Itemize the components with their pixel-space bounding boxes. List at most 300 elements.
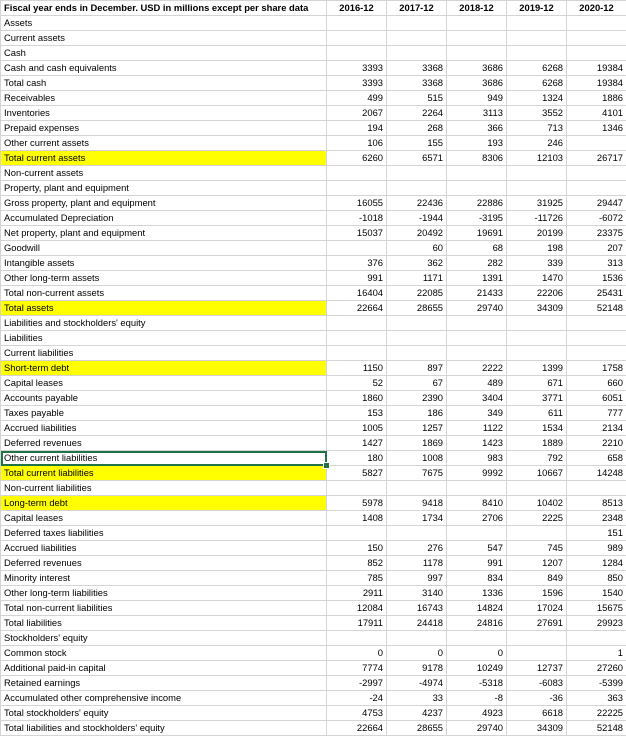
value-cell[interactable]: 4923 [447,706,507,721]
value-cell[interactable]: 339 [507,256,567,271]
row-label-cell[interactable]: Assets [1,16,327,31]
value-cell[interactable]: 60 [387,241,447,256]
value-cell[interactable]: 19384 [567,76,626,91]
row-label-cell[interactable]: Retained earnings [1,676,327,691]
fill-handle[interactable] [323,462,330,469]
value-cell[interactable] [507,646,567,661]
value-cell[interactable]: 3552 [507,106,567,121]
value-cell[interactable]: 10402 [507,496,567,511]
value-cell[interactable]: 28655 [387,721,447,736]
value-cell[interactable]: 17024 [507,601,567,616]
value-cell[interactable] [507,166,567,181]
value-cell[interactable]: 207 [567,241,626,256]
value-cell[interactable] [507,31,567,46]
row-label-cell[interactable]: Total assets [1,301,327,316]
row-label-cell[interactable]: Cash and cash equivalents [1,61,327,76]
value-cell[interactable]: 1860 [327,391,387,406]
value-cell[interactable]: 949 [447,91,507,106]
value-cell[interactable]: 1257 [387,421,447,436]
value-cell[interactable] [387,31,447,46]
value-cell[interactable] [387,346,447,361]
value-cell[interactable]: 52148 [567,721,626,736]
value-cell[interactable]: 3404 [447,391,507,406]
value-cell[interactable]: 15037 [327,226,387,241]
value-cell[interactable]: 2706 [447,511,507,526]
value-cell[interactable] [567,481,626,496]
value-cell[interactable]: 849 [507,571,567,586]
value-cell[interactable]: 28655 [387,301,447,316]
value-cell[interactable]: 9418 [387,496,447,511]
value-cell[interactable]: 6618 [507,706,567,721]
value-cell[interactable] [327,481,387,496]
value-cell[interactable]: 5827 [327,466,387,481]
value-cell[interactable]: 10667 [507,466,567,481]
value-cell[interactable] [447,631,507,646]
value-cell[interactable] [387,316,447,331]
value-cell[interactable]: 991 [447,556,507,571]
value-cell[interactable]: 194 [327,121,387,136]
row-label-cell[interactable]: Accrued liabilities [1,421,327,436]
value-cell[interactable]: -6083 [507,676,567,691]
value-cell[interactable] [327,331,387,346]
value-cell[interactable]: 1408 [327,511,387,526]
value-cell[interactable]: 12103 [507,151,567,166]
value-cell[interactable] [447,31,507,46]
value-cell[interactable]: 3393 [327,61,387,76]
value-cell[interactable] [447,181,507,196]
value-cell[interactable]: 24418 [387,616,447,631]
value-cell[interactable] [507,331,567,346]
value-cell[interactable]: 12084 [327,601,387,616]
value-cell[interactable]: 1207 [507,556,567,571]
value-cell[interactable] [507,46,567,61]
value-cell[interactable]: 276 [387,541,447,556]
value-cell[interactable]: 282 [447,256,507,271]
value-cell[interactable]: 1889 [507,436,567,451]
row-label-cell[interactable]: Additional paid-in capital [1,661,327,676]
value-cell[interactable]: 991 [327,271,387,286]
value-cell[interactable]: 897 [387,361,447,376]
value-cell[interactable]: 17911 [327,616,387,631]
value-cell[interactable]: 268 [387,121,447,136]
value-cell[interactable] [327,346,387,361]
value-cell[interactable]: 1534 [507,421,567,436]
value-cell[interactable] [567,136,626,151]
value-cell[interactable]: 1005 [327,421,387,436]
value-cell[interactable] [387,166,447,181]
value-cell[interactable]: 8410 [447,496,507,511]
row-label-cell[interactable]: Capital leases [1,511,327,526]
value-cell[interactable] [327,316,387,331]
value-cell[interactable] [507,631,567,646]
value-cell[interactable]: 151 [567,526,626,541]
row-label-cell[interactable]: Gross property, plant and equipment [1,196,327,211]
value-cell[interactable]: 15675 [567,601,626,616]
header-label-cell[interactable]: Fiscal year ends in December. USD in millions except per share data [1,1,327,16]
row-label-cell[interactable]: Prepaid expenses [1,121,327,136]
value-cell[interactable]: 366 [447,121,507,136]
value-cell[interactable]: 2390 [387,391,447,406]
value-cell[interactable]: 6268 [507,61,567,76]
value-cell[interactable] [567,166,626,181]
value-cell[interactable] [327,166,387,181]
row-label-cell[interactable]: Goodwill [1,241,327,256]
value-cell[interactable]: 785 [327,571,387,586]
row-label-cell[interactable]: Capital leases [1,376,327,391]
value-cell[interactable]: 23375 [567,226,626,241]
value-cell[interactable] [387,46,447,61]
row-label-cell[interactable]: Deferred revenues [1,556,327,571]
value-cell[interactable] [447,481,507,496]
value-cell[interactable] [447,46,507,61]
row-label-cell[interactable]: Short-term debt [1,361,327,376]
value-cell[interactable] [327,526,387,541]
value-cell[interactable] [447,526,507,541]
value-cell[interactable]: -8 [447,691,507,706]
value-cell[interactable]: 34309 [507,301,567,316]
value-cell[interactable]: 6051 [567,391,626,406]
value-cell[interactable] [387,181,447,196]
value-cell[interactable]: 22664 [327,301,387,316]
value-cell[interactable] [327,181,387,196]
row-label-cell[interactable]: Deferred taxes liabilities [1,526,327,541]
row-label-cell[interactable]: Liabilities [1,331,327,346]
value-cell[interactable]: 22225 [567,706,626,721]
value-cell[interactable]: 1869 [387,436,447,451]
value-cell[interactable]: 29923 [567,616,626,631]
row-label-cell[interactable]: Stockholders' equity [1,631,327,646]
value-cell[interactable]: -5399 [567,676,626,691]
value-cell[interactable]: -11726 [507,211,567,226]
value-cell[interactable] [507,481,567,496]
value-cell[interactable] [507,316,567,331]
value-cell[interactable]: 1178 [387,556,447,571]
value-cell[interactable] [567,631,626,646]
value-cell[interactable]: 22085 [387,286,447,301]
value-cell[interactable]: 1470 [507,271,567,286]
value-cell[interactable]: 671 [507,376,567,391]
value-cell[interactable]: 27260 [567,661,626,676]
value-cell[interactable]: 1284 [567,556,626,571]
value-cell[interactable] [327,16,387,31]
row-label-cell[interactable]: Common stock [1,646,327,661]
value-cell[interactable]: 52 [327,376,387,391]
value-cell[interactable]: 1886 [567,91,626,106]
year-header-cell[interactable]: 2016-12 [327,1,387,16]
value-cell[interactable]: 7774 [327,661,387,676]
value-cell[interactable] [507,16,567,31]
value-cell[interactable]: 26717 [567,151,626,166]
row-label-cell[interactable]: Total current assets [1,151,327,166]
value-cell[interactable] [567,16,626,31]
value-cell[interactable]: 52148 [567,301,626,316]
value-cell[interactable]: 745 [507,541,567,556]
value-cell[interactable] [387,481,447,496]
value-cell[interactable] [387,331,447,346]
value-cell[interactable]: 2264 [387,106,447,121]
value-cell[interactable]: 1734 [387,511,447,526]
value-cell[interactable]: 9178 [387,661,447,676]
value-cell[interactable]: 1008 [387,451,447,466]
value-cell[interactable]: 376 [327,256,387,271]
value-cell[interactable]: 2210 [567,436,626,451]
value-cell[interactable]: 14824 [447,601,507,616]
row-label-cell[interactable]: Taxes payable [1,406,327,421]
value-cell[interactable]: 8513 [567,496,626,511]
value-cell[interactable]: 0 [447,646,507,661]
table-row [1,331,626,346]
value-cell[interactable] [507,181,567,196]
value-cell[interactable] [387,631,447,646]
value-cell[interactable] [507,346,567,361]
value-cell[interactable] [507,526,567,541]
year-header-cell[interactable]: 2020-12 [567,1,626,16]
row-label-cell[interactable]: Other long-term liabilities [1,586,327,601]
value-cell[interactable]: 198 [507,241,567,256]
row-label-cell[interactable]: Accrued liabilities [1,541,327,556]
value-cell[interactable]: 20199 [507,226,567,241]
value-cell[interactable] [447,316,507,331]
value-cell[interactable]: 1540 [567,586,626,601]
value-cell[interactable]: 1346 [567,121,626,136]
row-label-cell[interactable]: Total liabilities and stockholders' equity [1,721,327,736]
value-cell[interactable]: -5318 [447,676,507,691]
value-cell[interactable]: 515 [387,91,447,106]
value-cell[interactable]: 834 [447,571,507,586]
year-header-cell[interactable]: 2018-12 [447,1,507,16]
value-cell[interactable] [567,181,626,196]
value-cell[interactable]: 150 [327,541,387,556]
value-cell[interactable]: 29740 [447,721,507,736]
value-cell[interactable]: 6571 [387,151,447,166]
value-cell[interactable]: 16404 [327,286,387,301]
row-label-cell[interactable]: Current assets [1,31,327,46]
value-cell[interactable]: 0 [387,646,447,661]
table-row [1,706,626,721]
row-label-cell[interactable]: Receivables [1,91,327,106]
row-label-cell[interactable]: Net property, plant and equipment [1,226,327,241]
value-cell[interactable] [387,16,447,31]
value-cell[interactable]: 22664 [327,721,387,736]
value-cell[interactable]: -3195 [447,211,507,226]
value-cell[interactable]: 3113 [447,106,507,121]
row-label-cell[interactable]: Accumulated other comprehensive income [1,691,327,706]
value-cell[interactable]: -1018 [327,211,387,226]
value-cell[interactable] [447,331,507,346]
value-cell[interactable] [567,331,626,346]
value-cell[interactable]: 2348 [567,511,626,526]
value-cell[interactable]: 180 [327,451,387,466]
value-cell[interactable]: 3368 [387,76,447,91]
value-cell[interactable]: 6268 [507,76,567,91]
value-cell[interactable]: 16055 [327,196,387,211]
value-cell[interactable] [447,166,507,181]
row-label-cell[interactable]: Total liabilities [1,616,327,631]
value-cell[interactable]: 9992 [447,466,507,481]
row-label-cell[interactable]: Non-current assets [1,166,327,181]
value-cell[interactable]: 246 [507,136,567,151]
value-cell[interactable]: -1944 [387,211,447,226]
value-cell[interactable]: 3771 [507,391,567,406]
row-label-cell[interactable]: Total stockholders' equity [1,706,327,721]
row-label-cell[interactable]: Current liabilities [1,346,327,361]
value-cell[interactable]: 0 [327,646,387,661]
value-cell[interactable]: 22206 [507,286,567,301]
value-cell[interactable]: 1 [567,646,626,661]
value-cell[interactable]: 777 [567,406,626,421]
value-cell[interactable]: 1427 [327,436,387,451]
value-cell[interactable]: 25431 [567,286,626,301]
value-cell[interactable] [387,526,447,541]
value-cell[interactable] [447,16,507,31]
value-cell[interactable]: 363 [567,691,626,706]
value-cell[interactable]: 489 [447,376,507,391]
row-label-cell[interactable]: Other long-term assets [1,271,327,286]
value-cell[interactable]: 850 [567,571,626,586]
value-cell[interactable]: 12737 [507,661,567,676]
row-label-cell[interactable]: Deferred revenues [1,436,327,451]
value-cell[interactable]: 2225 [507,511,567,526]
value-cell[interactable]: 31925 [507,196,567,211]
value-cell[interactable] [327,241,387,256]
value-cell[interactable]: 34309 [507,721,567,736]
value-cell[interactable]: 4101 [567,106,626,121]
value-cell[interactable] [447,346,507,361]
value-cell[interactable]: 713 [507,121,567,136]
value-cell[interactable]: 499 [327,91,387,106]
value-cell[interactable]: 1423 [447,436,507,451]
value-cell[interactable]: 2222 [447,361,507,376]
value-cell[interactable]: 1536 [567,271,626,286]
value-cell[interactable]: 2134 [567,421,626,436]
value-cell[interactable] [327,31,387,46]
row-label-cell[interactable]: Long-term debt [1,496,327,511]
value-cell[interactable]: -6072 [567,211,626,226]
value-cell[interactable]: 19691 [447,226,507,241]
value-cell[interactable]: 611 [507,406,567,421]
value-cell[interactable]: 3686 [447,76,507,91]
value-cell[interactable]: 16743 [387,601,447,616]
value-cell[interactable] [327,46,387,61]
value-cell[interactable]: 33 [387,691,447,706]
value-cell[interactable]: 106 [327,136,387,151]
value-cell[interactable]: 313 [567,256,626,271]
row-label-cell[interactable]: Inventories [1,106,327,121]
value-cell[interactable]: 14248 [567,466,626,481]
value-cell[interactable]: 186 [387,406,447,421]
value-cell[interactable]: 983 [447,451,507,466]
row-label-cell[interactable]: Non-current liabilities [1,481,327,496]
value-cell[interactable]: 155 [387,136,447,151]
value-cell[interactable]: 2067 [327,106,387,121]
row-label-cell[interactable]: Other current assets [1,136,327,151]
value-cell[interactable]: 10249 [447,661,507,676]
value-cell[interactable]: 3140 [387,586,447,601]
value-cell[interactable]: 989 [567,541,626,556]
value-cell[interactable]: 792 [507,451,567,466]
value-cell[interactable]: 1150 [327,361,387,376]
value-cell[interactable]: -24 [327,691,387,706]
value-cell[interactable]: 29740 [447,301,507,316]
value-cell[interactable]: 547 [447,541,507,556]
value-cell[interactable]: 1758 [567,361,626,376]
value-cell[interactable]: 1336 [447,586,507,601]
value-cell[interactable]: 1399 [507,361,567,376]
row-label-cell[interactable]: Liabilities and stockholders' equity [1,316,327,331]
row-label-cell[interactable]: Total cash [1,76,327,91]
value-cell[interactable]: 22436 [387,196,447,211]
value-cell[interactable]: 852 [327,556,387,571]
row-label-cell[interactable]: Accounts payable [1,391,327,406]
value-cell[interactable]: 3368 [387,61,447,76]
value-cell[interactable]: 24816 [447,616,507,631]
value-cell[interactable]: 29447 [567,196,626,211]
value-cell[interactable]: 22886 [447,196,507,211]
row-label-cell[interactable]: Total non-current assets [1,286,327,301]
value-cell[interactable]: 4753 [327,706,387,721]
value-cell[interactable]: 6260 [327,151,387,166]
value-cell[interactable]: 2911 [327,586,387,601]
value-cell[interactable] [567,31,626,46]
value-cell[interactable] [567,316,626,331]
value-cell[interactable]: 3393 [327,76,387,91]
value-cell[interactable]: 7675 [387,466,447,481]
year-header-cell[interactable]: 2017-12 [387,1,447,16]
year-header-cell[interactable]: 2019-12 [507,1,567,16]
value-cell[interactable]: -2997 [327,676,387,691]
value-cell[interactable] [567,346,626,361]
value-cell[interactable]: 27691 [507,616,567,631]
value-cell[interactable]: 362 [387,256,447,271]
row-label-cell[interactable]: Cash [1,46,327,61]
row-label-cell[interactable]: Property, plant and equipment [1,181,327,196]
value-cell[interactable]: 193 [447,136,507,151]
value-cell[interactable]: -4974 [387,676,447,691]
value-cell[interactable]: -36 [507,691,567,706]
value-cell[interactable]: 20492 [387,226,447,241]
row-label-cell[interactable]: Total current liabilities [1,466,327,481]
value-cell[interactable]: 997 [387,571,447,586]
row-label-cell[interactable]: Minority interest [1,571,327,586]
value-cell[interactable]: 67 [387,376,447,391]
row-label-cell[interactable]: Accumulated Depreciation [1,211,327,226]
value-cell[interactable]: 21433 [447,286,507,301]
table-row [1,271,626,286]
value-cell[interactable]: 1596 [507,586,567,601]
value-cell[interactable]: 1122 [447,421,507,436]
value-cell[interactable]: 4237 [387,706,447,721]
value-cell[interactable]: 1324 [507,91,567,106]
value-cell[interactable] [327,631,387,646]
table-row [1,16,626,31]
table-row [1,721,626,736]
value-cell[interactable]: 658 [567,451,626,466]
value-cell[interactable]: 3686 [447,61,507,76]
value-cell[interactable]: 1171 [387,271,447,286]
value-cell[interactable]: 8306 [447,151,507,166]
row-label-cell[interactable]: Intangible assets [1,256,327,271]
selected-label-cell[interactable]: Other current liabilities [1,451,327,466]
value-cell[interactable]: 153 [327,406,387,421]
value-cell[interactable]: 349 [447,406,507,421]
value-cell[interactable]: 1391 [447,271,507,286]
value-cell[interactable]: 19384 [567,61,626,76]
value-cell[interactable] [567,46,626,61]
value-cell[interactable]: 68 [447,241,507,256]
row-label-cell[interactable]: Total non-current liabilities [1,601,327,616]
value-cell[interactable]: 660 [567,376,626,391]
value-cell[interactable]: 5978 [327,496,387,511]
